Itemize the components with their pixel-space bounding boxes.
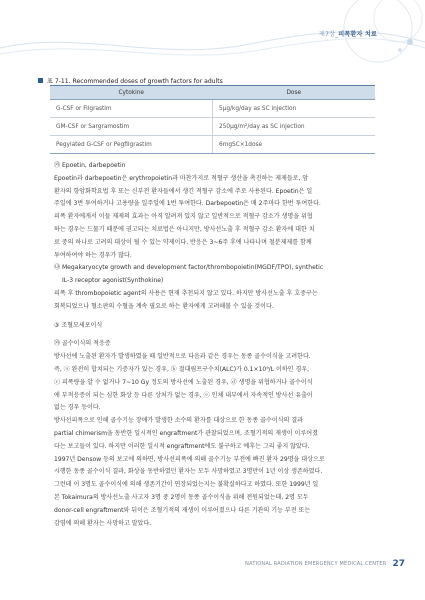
column-header: Dose [213, 86, 376, 100]
table-cell: 250μg/m²/day as SC injection [213, 118, 376, 136]
text-line: 시행한 동종 골수이식 결과, 화상을 동반하였던 환자는 모두 사망하였고 3명만이 1년 이상 생존하였다. [54, 468, 323, 476]
subsection-title: ㉯ Megakaryocyte growth and development factor/thrombopoietin(MGDF/TPO), synthetic [54, 264, 324, 272]
table-cell: GM-CSF or Sargramostim [50, 118, 213, 136]
table-row [50, 100, 375, 118]
table-cell: G-CSF or Filgrastim [50, 100, 213, 118]
text-line: 다는 보고들이 있다. 하지만 이러한 일시적 engraftment에도 불구하고 예후는 그리 좋지 않았다. [54, 442, 310, 450]
text-line: partial chimerism을 동반한 일시적인 engraftment가 관찰되었으며, 조혈기적의 재생이 이루어졌 [54, 429, 318, 437]
text-line: 방사선피폭으로 인해 골수기능 장애가 발생한 소수의 환자를 대상으로 한 동종 골수이식의 결과 [54, 417, 303, 425]
text-line: 즉, ⓐ 완전히 합치되는 기증자가 있는 경우, ⓑ 절대림프구수치(ALC)가 0.1×10⁹/L 이하인 경우, [54, 365, 310, 373]
text-line: 회복되었으나 혈소판의 수혈을 계속 필요로 하는 환자에게 고려해볼 수 있을 것이다. [54, 302, 274, 310]
text-line: ⓒ 피폭량을 알 수 없거나 7~10 Gy 정도의 방사선에 노출된 경우, ⓓ 생명을 위협하거나 골수이식 [54, 378, 313, 386]
table-caption [38, 76, 223, 85]
subsection-title: ㉮ 골수이식의 적응증 [54, 340, 111, 348]
table-cell: Pegylated G-CSF or Pegfilgrastim [50, 136, 213, 154]
table-cell: 5μg/kg/day as SC injection [213, 100, 376, 118]
growth-factor-dose-table [50, 85, 375, 154]
subsection-title: ㉮ Epoetin, darbepoetin [54, 162, 126, 169]
footer-organization: NATIONAL RADIATION EMERGENCY MEDICAL CENTER [245, 561, 387, 567]
column-header: Cytokine [50, 86, 213, 100]
table-cell: 6mgSC×1dose [213, 136, 376, 154]
text-line: Epoetin과 darbepoetin은 erythropoietin과 마찬가지로 적혈구 생산을 촉진하는 제제들로, 암 [54, 174, 309, 182]
section-title: ③ 조혈모세포이식 [54, 321, 103, 329]
text-line: 감염에 의해 환자는 사망하고 말았다. [54, 519, 152, 527]
page-footer [245, 559, 405, 569]
body-text [54, 160, 379, 530]
caption-square-icon [38, 78, 43, 83]
table-row [50, 118, 375, 136]
text-line: donor-cell engraftment와 뒤이은 조혈기적의 재생이 이루어졌으나 다른 기관의 기능 부전 또는 [54, 506, 311, 514]
text-line: 료 중의 하나로 고려의 대상이 될 수 있는 약제이다. 반응은 3~6주 후에 나타나며 철분제제를 함께 [54, 238, 312, 246]
text-line: 투여하여야 하는 경우가 많다. [54, 251, 132, 259]
text-line: 없는 경우 등이다. [54, 404, 101, 412]
text-line: 방사선에 노출된 환자가 발생하였을 때 일반적으로 다음과 같은 경우는 동종 골수이식을 고려한다. [54, 353, 311, 361]
subsection-title-cont: IL-3 receptor agonist(Synthokine) [62, 277, 164, 285]
table-header-row [50, 86, 375, 100]
text-line: 그런데 이 3명도 골수이식에 의해 생존기간이 연장되었는지는 불확실하다고 하였다. 또한 1999년 일 [54, 481, 319, 489]
text-line: 주일에 3번 투여하거나 고용량을 일주일에 1번 투여한다. Darbepoetin은 매 2주마다 한번 투여한다. [54, 200, 321, 208]
text-line: 환자의 항암화학요법 후 또는 신부전 환자들에서 생긴 적혈구 감소에 주로 사용된다. Epoetin은 일 [54, 187, 313, 195]
chapter-title: 피폭환자 치료 [338, 31, 377, 38]
running-header: 제7장_피폭환자 치료 [318, 31, 377, 38]
table-caption-text: 표 7-11. Recommended doses of growth factors for adults [47, 78, 223, 85]
text-line: 하는 경우는 드물기 때문에 권고되는 치료법은 아니지만, 방사선노출 후 적혈구 감소 환자에 대한 치 [54, 225, 315, 233]
chapter-label: 제7장 [318, 31, 336, 38]
text-line: 본 Tokaimura의 방사선노출 사고자 3명 중 2명이 동종 골수이식을 위해 전원되었는데, 2명 모두 [54, 493, 309, 501]
text-line: 에 부적응증이 되는 심한 화상 등 다른 상처가 없는 경우, ⓔ 인체 내부에서 자속적인 방사선 유출이 [54, 391, 313, 399]
text-line: 피폭 환자에게서 이들 제제의 효과는 아직 알려져 있지 않고 일반적으로 적혈구 감소가 생명을 위협 [54, 213, 313, 221]
text-line: 피폭 후 thrombopoietic agent의 사용은 현재 추천되지 않고 있다. 하지만 방사선노출 후 호중구는 [54, 289, 318, 297]
page-number: 27 [392, 559, 405, 569]
text-line: 1997년 Densow 등의 보고에 의하면, 방사선피폭에 의해 골수기능 부전에 빠진 환자 29명을 대상으로 [54, 455, 325, 463]
table-row [50, 136, 375, 154]
